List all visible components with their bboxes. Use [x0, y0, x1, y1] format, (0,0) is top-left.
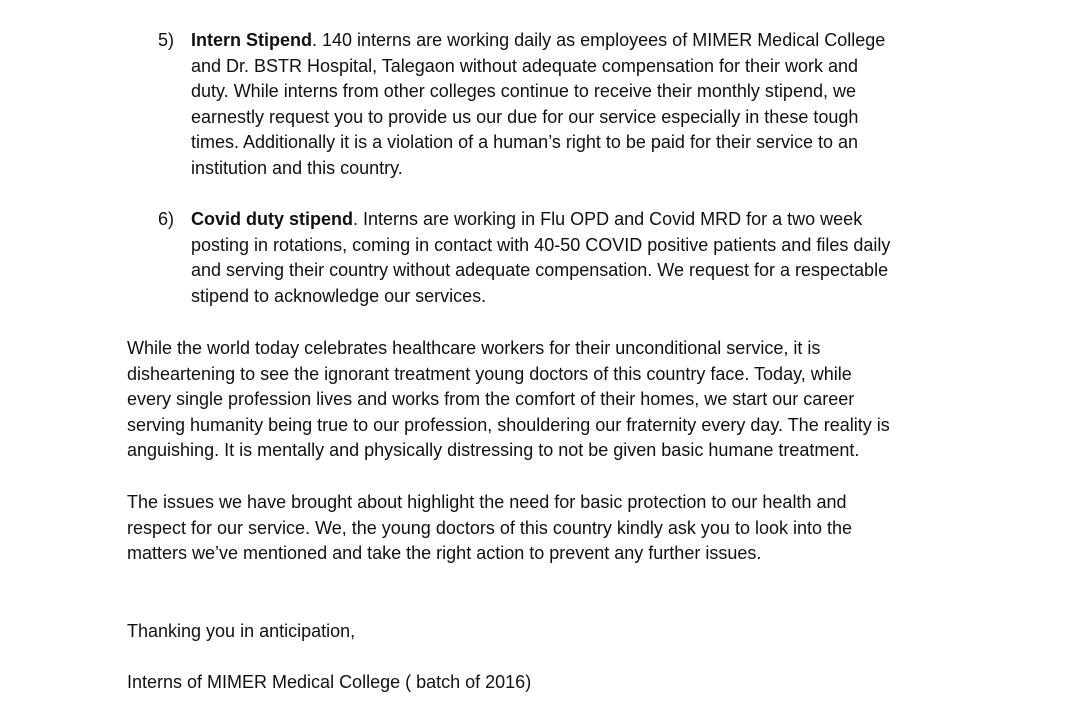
closing-line: Thanking you in anticipation,: [127, 620, 356, 641]
body-paragraph-issues: The issues we have brought about highlight the need for basic protection to our health and respect for our service. We, the young doctors of this country kindly ask you to look into the matters we’ve mentioned and take the right action to prevent any further issues.: [127, 492, 853, 564]
closing-signature: [127, 593, 967, 721]
list-item-number: 6): [158, 209, 175, 229]
list-item-number: 5): [158, 30, 175, 50]
list-item-body: [191, 28, 961, 182]
list-item-title: Covid duty stipend: [191, 209, 353, 229]
list-item-text: . 140 interns are working daily as employees of MIMER Medical College and Dr. BSTR Hospital, Talegaon without adequate compensation for their work and duty. While interns from other colleges continue to receive their monthly stipend, we earnestly request you to provide us our due for our service especially in these tough times. Additionally it is a violation of a human’s right to be paid for their service to an institution and this country.: [191, 30, 886, 178]
list-item-text: . Interns are working in Flu OPD and Covid MRD for a two week posting in rotations, coming in contact with 40-50 COVID positive patients and files daily and serving their country without adequate compensation. We request for a respectable stipend to acknowledge our services.: [191, 209, 891, 306]
signature-line: Interns of MIMER Medical College ( batch of 2016): [127, 671, 532, 692]
list-item-title: Intern Stipend: [191, 30, 312, 50]
list-item-body: [191, 207, 961, 309]
body-paragraph-healthcare-workers: While the world today celebrates healthcare workers for their unconditional service, it is disheartening to see the ignorant treatment young doctors of this country face. Today, while every single profession lives and works from the comfort of their homes, we start our career serving humanity being true to our profession, shouldering our fraternity every day. The reality is anguishing. It is mentally and physically distressing to not be given basic humane treatment.: [127, 338, 890, 461]
